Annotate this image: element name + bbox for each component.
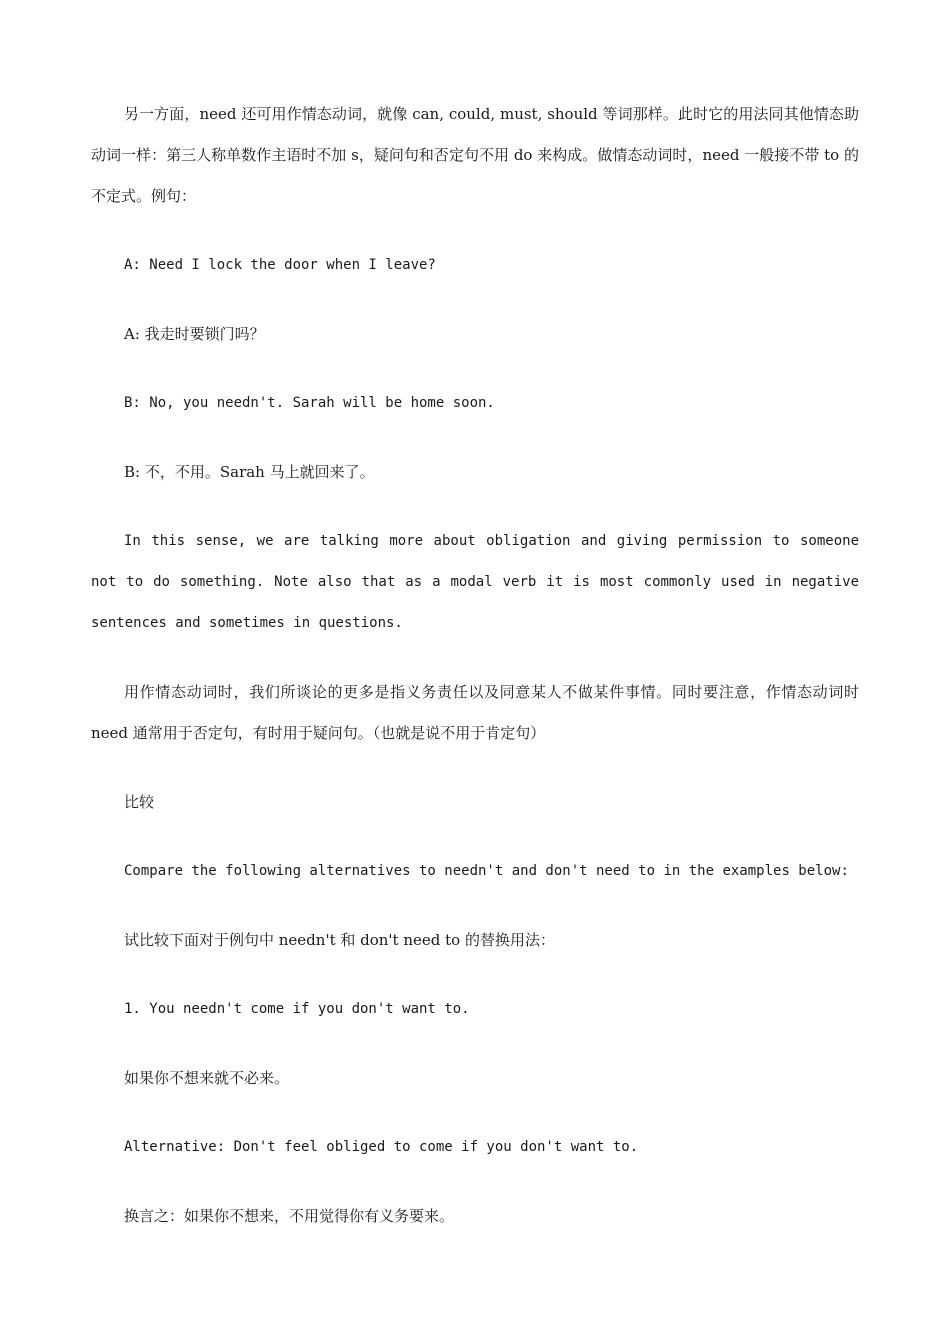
alternative-1-chinese: 换言之：如果你不想来，不用觉得你有义务要来。 [124, 1207, 455, 1225]
compare-heading: 比较 [124, 793, 155, 811]
example-a-english: A: Need I lock the door when I leave? [124, 257, 436, 273]
item-1-chinese: 如果你不想来就不必来。 [124, 1069, 290, 1087]
example-a-chinese: A: 我走时要锁门吗？ [124, 325, 265, 343]
paragraph-sense-chinese: 用作情态动词时，我们所谈论的更多是指义务责任以及同意某人不做某件事情。同时要注意，作情态动词时 need 通常用于否定句，有时用于疑问句。（也就是说不用于肯定句） [91, 683, 859, 742]
item-1-english: 1. You needn't come if you don't want to. [124, 1001, 470, 1017]
paragraph-sense-english: In this sense, we are talking more about obligation and giving permission to someone not to do something. Note also that as a modal verb it is most commonly used in negative sentences and sometimes in questions. [91, 533, 859, 631]
compare-english: Compare the following alternatives to needn't and don't need to in the examples below: [124, 863, 849, 879]
example-b-chinese: B: 不，不用。Sarah 马上就回来了。 [124, 463, 375, 481]
document-page [91, 94, 859, 1265]
paragraph-intro: 另一方面，need 还可用作情态动词，就像 can, could, must, should 等词那样。此时它的用法同其他情态助动词一样：第三人称单数作主语时不加 s，疑问句和否定句不用 do 来构成。做情态动词时，need 一般接不带 to 的不定式。例句： [91, 105, 859, 205]
alternative-1-english: Alternative: Don't feel obliged to come if you don't want to. [124, 1139, 639, 1155]
example-b-english: B: No, you needn't. Sarah will be home soon. [124, 395, 495, 411]
compare-chinese: 试比较下面对于例句中 needn't 和 don't need to 的替换用法： [124, 931, 555, 949]
